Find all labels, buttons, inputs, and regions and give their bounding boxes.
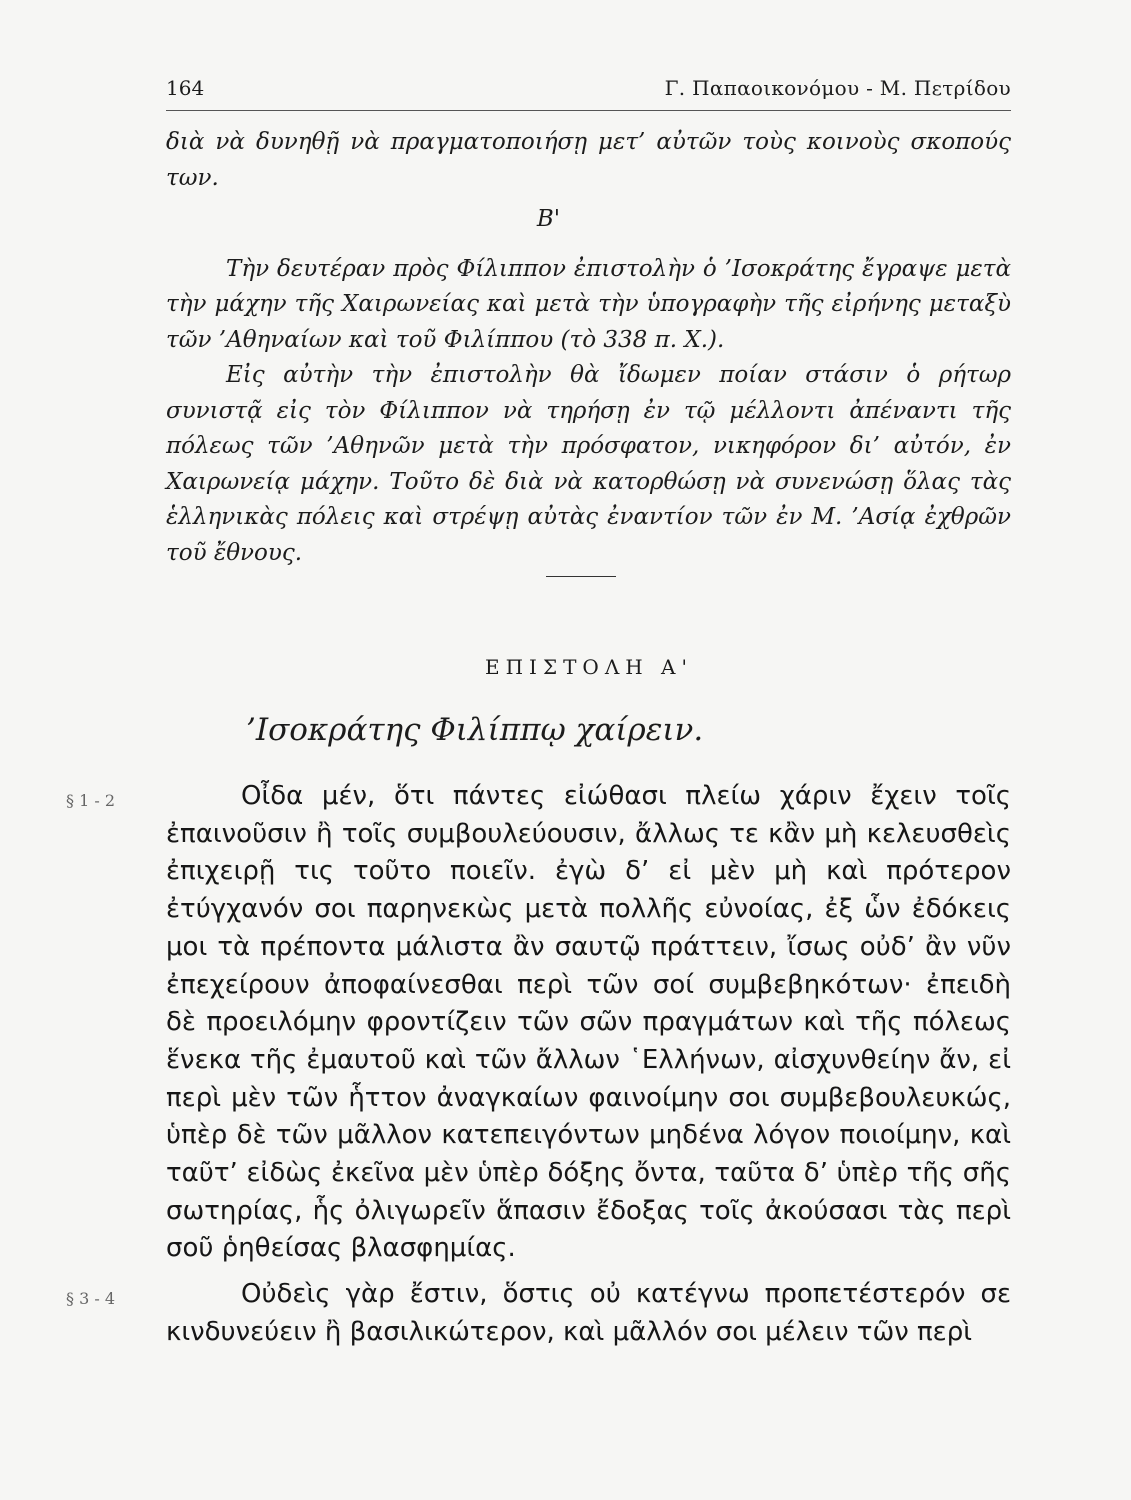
- intro-paragraph: Τὴν δευτέραν πρὸς Φίλιππον ἐπιστολὴν ὁ ’Ισοκράτης ἔγραψε μετὰ τὴν μάχην τῆς Χαιρωνείας καὶ μετὰ τὴν ὑπογραφὴν τῆς εἰρήνης μεταξὺ τῶν ’Αθηναίων καὶ τοῦ Φιλίππου (τὸ 338 π. Χ.).: [166, 255, 1011, 353]
- paragraph-text: Οὐδεὶς γὰρ ἔστιν, ὅστις οὐ κατέγνω προπετέστερόν σε κινδυνεύειν ἢ βασιλικώτερον, καὶ μᾶλλόν σοι μέλειν τῶν περὶ: [166, 1279, 1011, 1347]
- letter-paragraph: [66, 778, 1011, 1268]
- letter-title: ΕΠΙΣΤΟΛΗ Α': [485, 655, 694, 679]
- letter-paragraph: [66, 1276, 1011, 1351]
- letter-salutation: ’Ισοκράτης Φιλίππῳ χαίρειν.: [246, 712, 704, 748]
- intro-paragraph: Εἰς αὐτὴν τὴν ἐπιστολὴν θὰ ἴδωμεν ποίαν στάσιν ὁ ρήτωρ συνιστᾷ εἰς τὸν Φίλιππον νὰ τηρήσῃ ἐν τῷ μέλλοντι ἀπέναντι τῆς πόλεως τῶν ’Αθηνῶν μετὰ τὴν πρόσφατον, νικηφόρον δι’ αὐτόν, ἐν Χαιρωνείᾳ μάχην. Τοῦτο δὲ διὰ νὰ κατορθώσῃ νὰ συνενώσῃ ὅλας τὰς ἑλληνικὰς πόλεις καὶ στρέψῃ αὐτὰς ἐναντίον τῶν ἐν Μ. ’Ασίᾳ ἐχθρῶν τοῦ ἔθνους.: [166, 362, 1011, 566]
- running-header: [166, 76, 1011, 111]
- section-marker: § 3 - 4: [66, 1289, 116, 1309]
- intro-paragraph-continuation: διὰ νὰ δυνηθῇ νὰ πραγματοποιήσῃ μετ’ αὐτῶν τοὺς κοινοὺς σκοπούς των.: [166, 129, 1011, 191]
- section-divider: [546, 576, 616, 577]
- introduction: [166, 125, 1011, 571]
- page-number: 164: [166, 76, 205, 100]
- section-marker: § 1 - 2: [66, 791, 116, 810]
- paragraph-text: Οἶδα μέν, ὅτι πάντες εἰώθασι πλείω χάριν ἔχειν τοῖς ἐπαινοῦσιν ἢ τοῖς συμβουλεύουσιν, ἄλλως τε κἂν μὴ κελευσθεὶς ἐπιχειρῇ τις τοῦτο ποιεῖν. ἐγὼ δ’ εἰ μὲν μὴ καὶ πρότερον ἐτύγχανόν σοι παρηνεκὼς μετὰ πολλῆς εὐνοίας, ἐξ ὧν ἐδόκεις μοι τὰ πρέποντα μάλιστα ἂν σαυτῷ πράττειν, ἴσως οὐδ’ ἂν νῦν ἐπεχείρουν ἀποφαίνεσθαι περὶ τῶν σοί συμβεβηκότων· ἐπειδὴ δὲ προειλόμην φροντίζειν τῶν σῶν πραγμάτων καὶ τῆς πόλεως ἕνεκα τῆς ἐμαυτοῦ καὶ τῶν ἄλλων ῾Ελλήνων, αἰσχυνθείην ἄν, εἰ περὶ μὲν τῶν ἧττον ἀναγκαίων φαινοίμην σοι συμβεβουλευκώς, ὑπὲρ δὲ τῶν μᾶλλον κατεπειγόντων μηδένα λόγον ποιοίμην, καὶ ταῦτ’ εἰδὼς ἐκεῖνα μὲν ὑπὲρ δόξης ὄντα, ταῦτα δ’ ὑπὲρ τῆς σῆς σωτηρίας, ἧς ὀλιγωρεῖν ἅπασιν ἔδοξας τοῖς ἀκούσασι τὰς περὶ σοῦ ῥηθείσας βλασφημίας.: [166, 781, 1011, 1264]
- running-title-authors: Γ. Παπαοικονόμου - Μ. Πετρίδου: [664, 76, 1011, 100]
- letter-body: [66, 778, 1011, 1352]
- section-heading-b: Β': [536, 206, 561, 232]
